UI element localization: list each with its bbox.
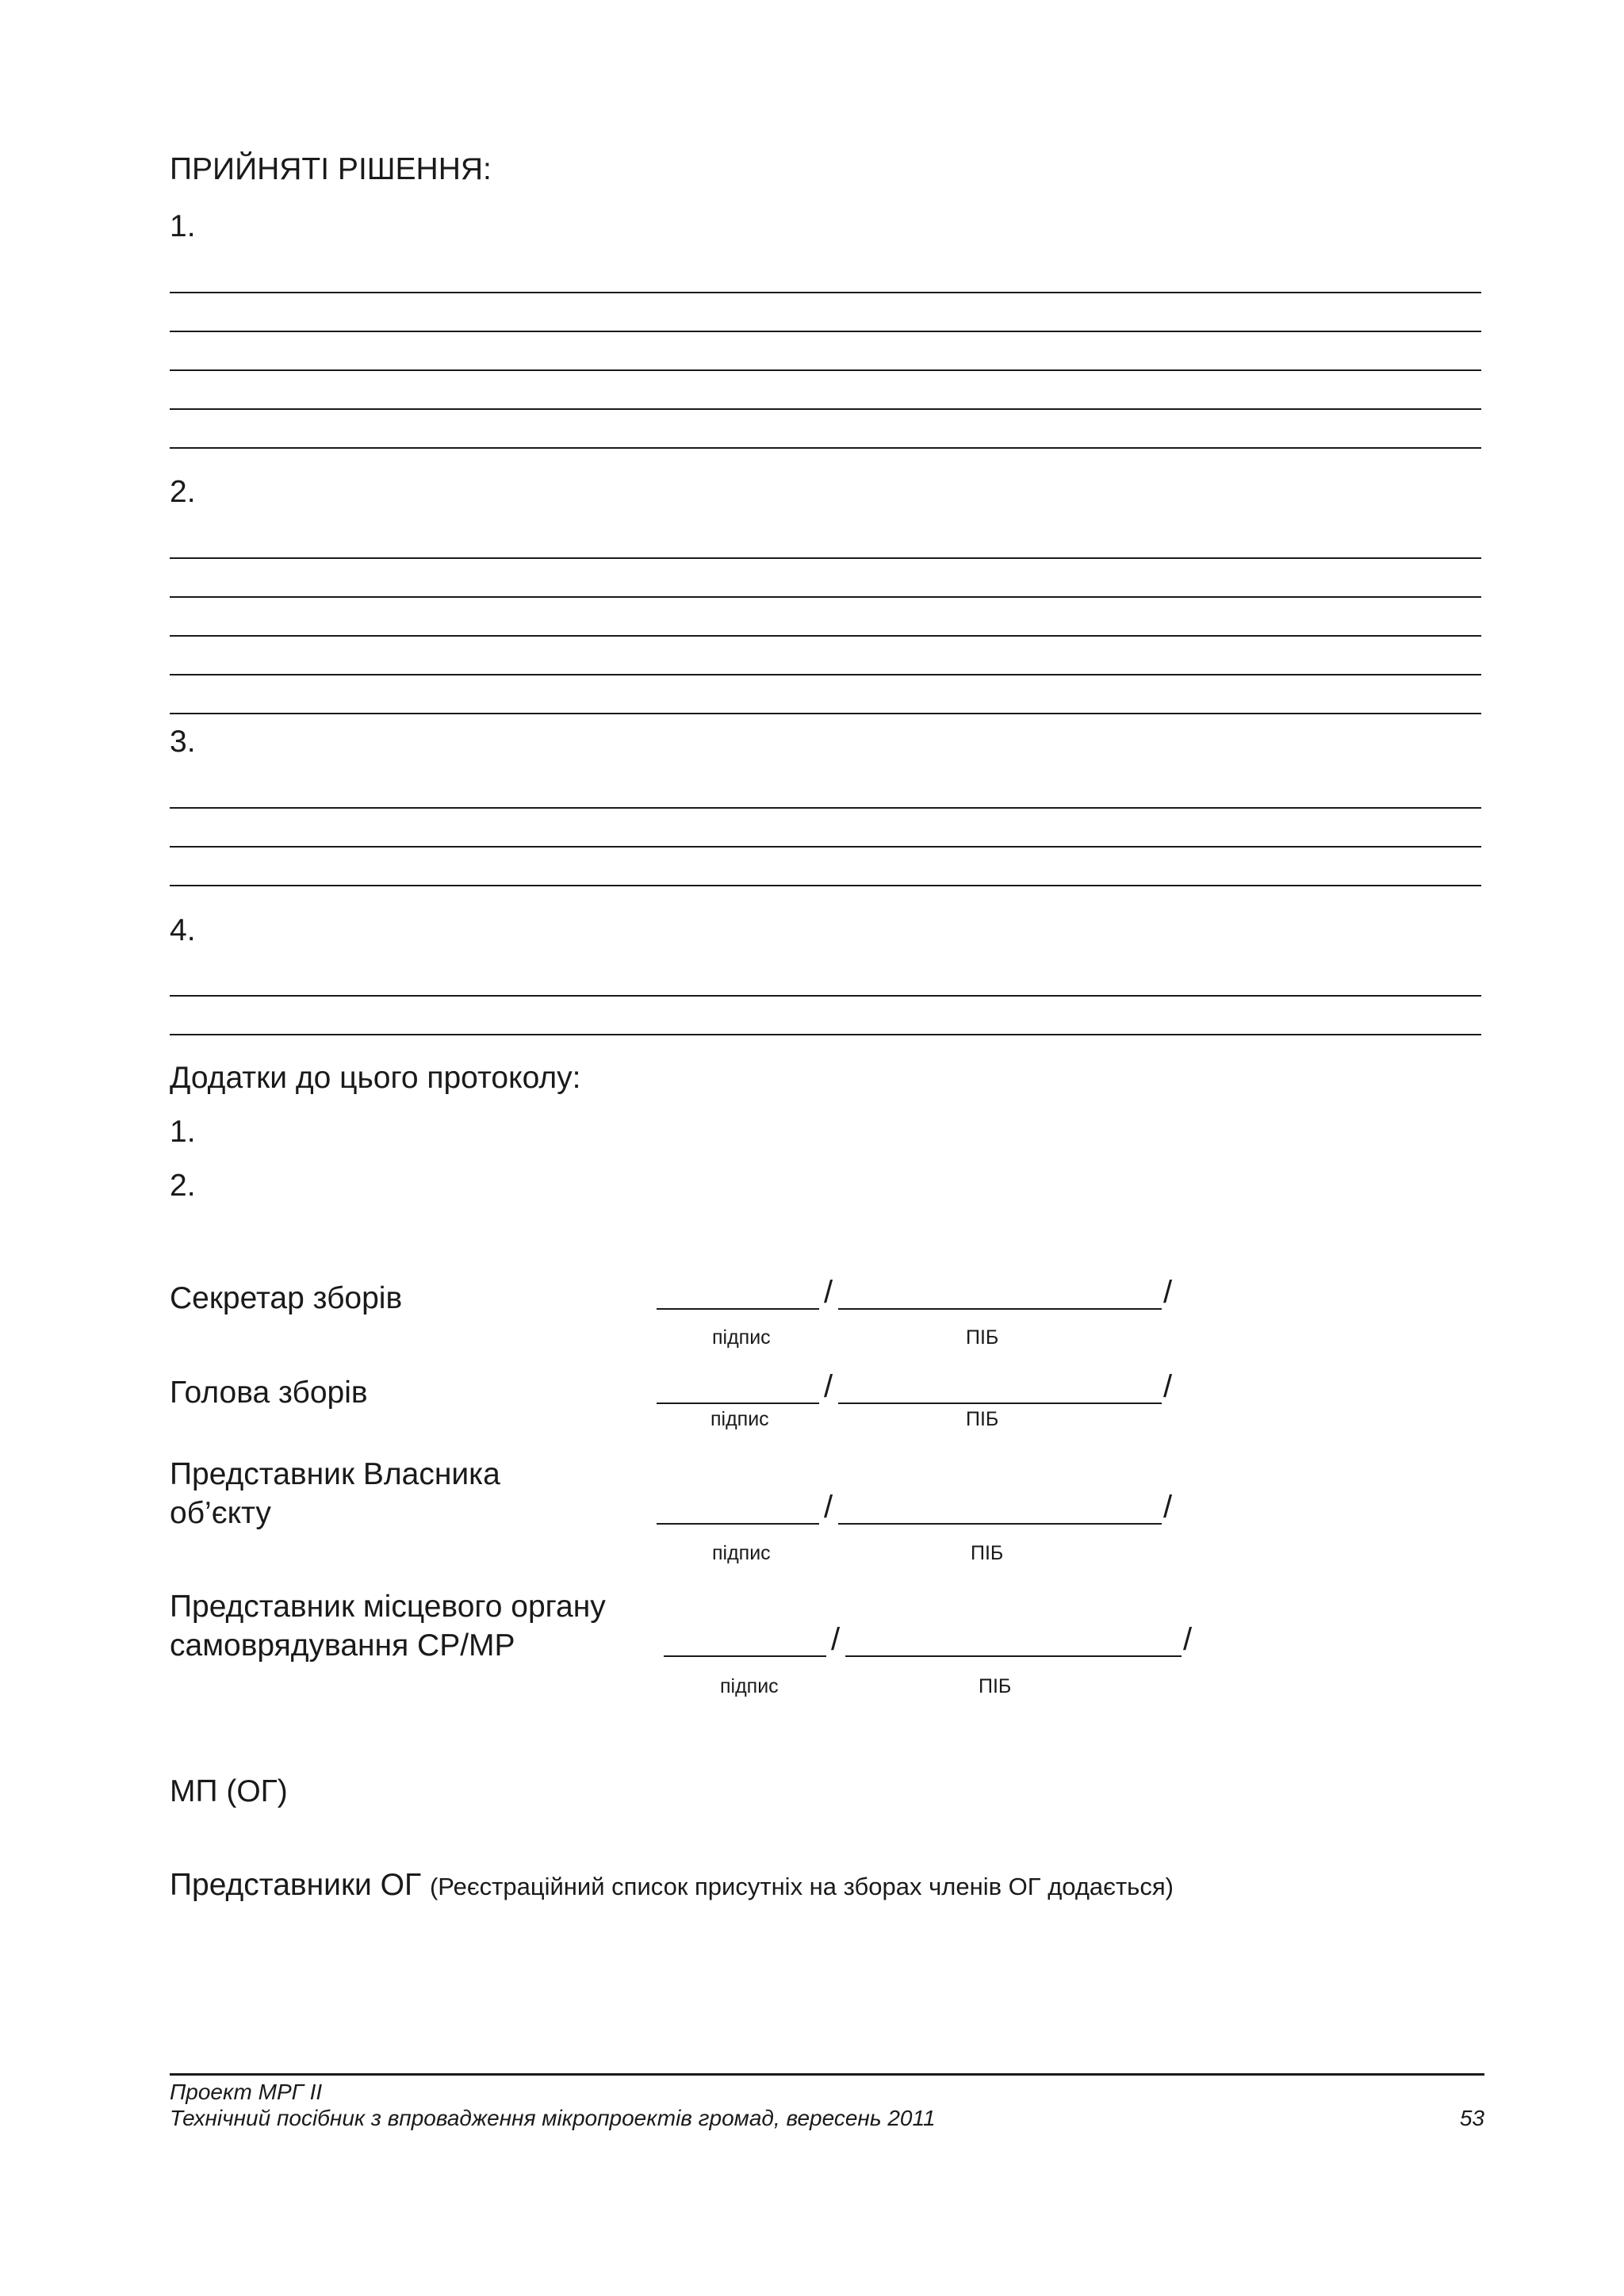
signature-field[interactable] — [657, 1493, 819, 1525]
decision-3-line-2[interactable] — [170, 846, 1481, 848]
decision-1-line-1[interactable] — [170, 292, 1481, 293]
caption-signature: підпис — [712, 1542, 771, 1564]
signature-role-owner-line-1: Представник Власника — [170, 1457, 500, 1491]
full-name-field[interactable] — [845, 1625, 1182, 1657]
signature-row-owner: / / — [657, 1493, 1180, 1525]
caption-full-name: ПІБ — [966, 1408, 999, 1430]
footer-project: Проект МРГ II — [170, 2080, 323, 2104]
decision-number-4: 4. — [170, 913, 196, 947]
decision-number-2: 2. — [170, 475, 196, 509]
signature-role-local-government-line-2: самоврядування СР/МР — [170, 1628, 515, 1663]
attachment-item-1: 1. — [170, 1115, 196, 1149]
signature-field[interactable] — [664, 1625, 826, 1657]
section-heading: ПРИЙНЯТІ РІШЕННЯ: — [170, 152, 492, 186]
signature-row-local-government: / / — [664, 1625, 1203, 1657]
page-number: 53 — [1459, 2106, 1484, 2130]
signature-role-chairman: Голова зборів — [170, 1376, 368, 1410]
signature-field[interactable] — [657, 1278, 819, 1310]
signature-row-chairman: / / — [657, 1372, 1180, 1404]
signature-row-secretary: / / — [657, 1278, 1180, 1310]
decision-2-line-4[interactable] — [170, 674, 1481, 675]
stamp-label: МП (ОГ) — [170, 1774, 288, 1808]
caption-full-name: ПІБ — [971, 1542, 1004, 1564]
decision-number-3: 3. — [170, 725, 196, 759]
full-name-field[interactable] — [838, 1493, 1162, 1525]
decision-3-line-3[interactable] — [170, 885, 1481, 886]
caption-signature: підпис — [710, 1408, 769, 1430]
caption-full-name: ПІБ — [966, 1326, 999, 1349]
representatives-note: (Реєстраційний список присутніх на зборах членів ОГ додається) — [429, 1873, 1174, 1900]
signature-role-local-government-line-1: Представник місцевого органу — [170, 1590, 606, 1624]
decision-1-line-5[interactable] — [170, 447, 1481, 449]
representatives-label: Представники ОГ — [170, 1868, 422, 1902]
decision-2-line-1[interactable] — [170, 557, 1481, 559]
attachment-item-2: 2. — [170, 1169, 196, 1203]
decision-1-line-2[interactable] — [170, 331, 1481, 332]
signature-field[interactable] — [657, 1372, 819, 1404]
decision-4-line-1[interactable] — [170, 995, 1481, 997]
decision-3-line-1[interactable] — [170, 807, 1481, 809]
decision-1-line-4[interactable] — [170, 408, 1481, 410]
signature-role-secretary: Секретар зборів — [170, 1281, 403, 1315]
attachments-title: Додатки до цього протоколу: — [170, 1061, 581, 1095]
decision-2-line-3[interactable] — [170, 635, 1481, 637]
full-name-field[interactable] — [838, 1278, 1162, 1310]
decision-1-line-3[interactable] — [170, 369, 1481, 371]
decision-2-line-2[interactable] — [170, 596, 1481, 598]
caption-signature: підпис — [720, 1675, 779, 1697]
representatives-line — [170, 1866, 1174, 1906]
decision-number-1: 1. — [170, 209, 196, 243]
signature-role-owner-line-2: об’єкту — [170, 1496, 271, 1530]
full-name-field[interactable] — [838, 1372, 1162, 1404]
footer-subtitle: Технічний посібник з впровадження мікропроектів громад, вересень 2011 — [170, 2106, 936, 2130]
decision-4-line-2[interactable] — [170, 1034, 1481, 1035]
decision-2-line-5[interactable] — [170, 713, 1481, 714]
caption-signature: підпис — [712, 1326, 771, 1349]
caption-full-name: ПІБ — [979, 1675, 1012, 1697]
footer-rule — [170, 2073, 1484, 2076]
